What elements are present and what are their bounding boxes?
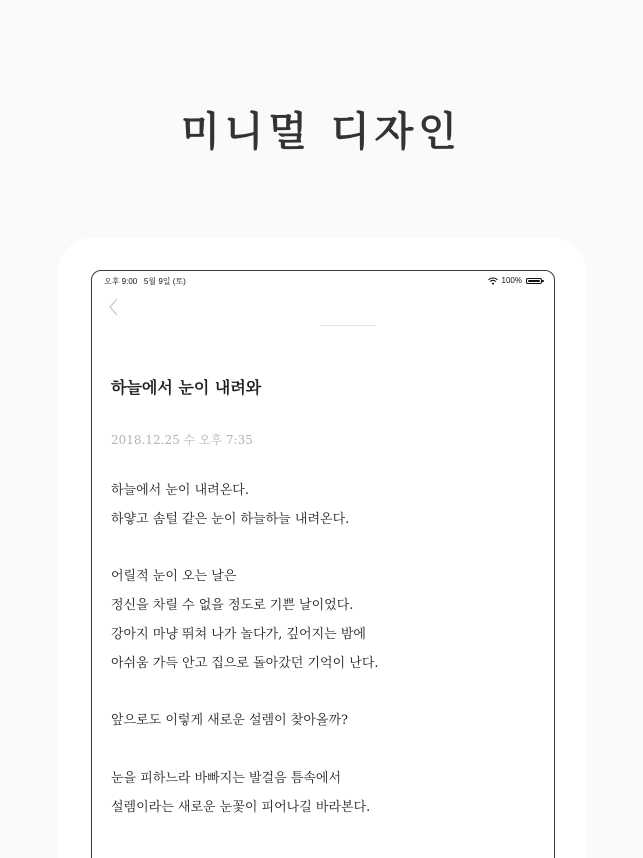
- battery-icon: [526, 278, 542, 284]
- note-body-line: 하늘에서 눈이 내려온다.: [111, 483, 249, 498]
- note-date: 2018.12.25 수 오후 7:35: [111, 433, 253, 447]
- note-body-line: 눈을 피하느라 바빠지는 발걸음 틈속에서: [111, 770, 342, 786]
- status-indicators: [488, 276, 542, 285]
- note-body-line: 설렘이라는 새로운 눈꽃이 피어나길 바라본다.: [111, 799, 371, 815]
- status-bar: [104, 276, 542, 290]
- status-time: 오후 9:00: [104, 277, 138, 286]
- chevron-left-icon: [106, 297, 122, 317]
- note-body-line: 하얗고 솜털 같은 눈이 하늘하늘 내려온다.: [111, 511, 350, 527]
- note-body-line: 정신을 차릴 수 없을 정도로 기쁜 날이었다.: [111, 598, 354, 614]
- drag-handle: [320, 325, 376, 326]
- note-body[interactable]: [111, 477, 542, 823]
- note-body-line: 아쉬움 가득 안고 집으로 돌아갔던 기억이 난다.: [111, 655, 379, 671]
- note-body-line: [111, 535, 542, 564]
- note-body-line: 앞으로도 이렇게 새로운 설렘이 찾아올까?: [111, 713, 348, 729]
- battery-fill: [528, 280, 540, 282]
- page-headline: 미니멀 디자인: [181, 109, 462, 155]
- note-body-line: 강아지 마냥 뛰쳐 나가 놀다가, 깊어지는 밤에: [111, 626, 366, 642]
- battery-percent: 100%: [501, 276, 522, 285]
- note-body-line: 어릴적 눈이 오는 날은: [111, 569, 237, 585]
- status-date: 5월 9일 (토): [143, 277, 186, 286]
- note-body-line: [111, 736, 542, 765]
- back-button[interactable]: [106, 297, 122, 317]
- wifi-icon: [488, 277, 498, 285]
- status-time-date: [104, 276, 186, 287]
- note-title: 하늘에서 눈이 내려와: [111, 378, 262, 397]
- note-body-line: [111, 679, 542, 708]
- device-screen: [91, 270, 555, 858]
